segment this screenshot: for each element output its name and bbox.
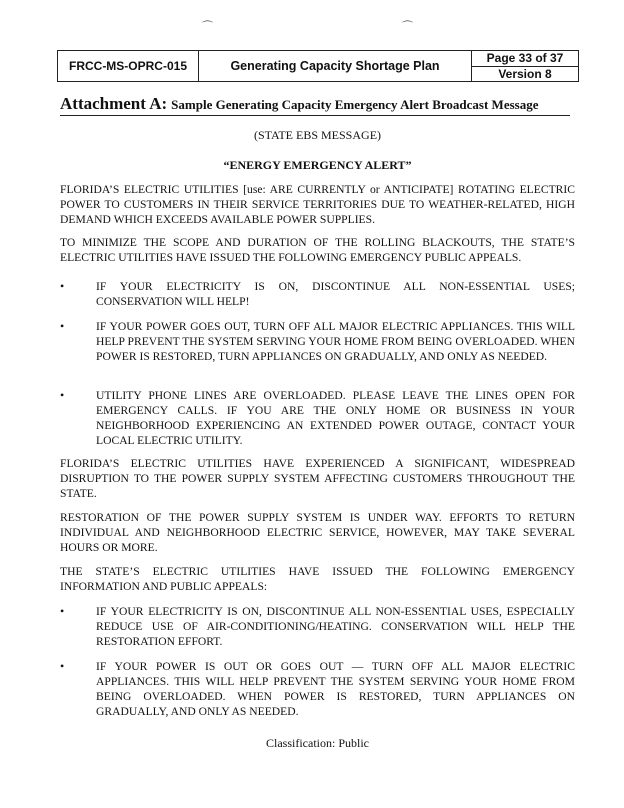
alert-title: “ENERGY EMERGENCY ALERT”: [223, 158, 412, 172]
scan-mark-right: ⌒: [402, 20, 413, 33]
bullet-item-1: IF YOUR ELECTRICITY IS ON, DISCONTINUE ALL NON-ESSENTIAL USES; CONSERVATION WILL HELP!: [96, 280, 575, 308]
paragraph-3: FLORIDA’S ELECTRIC UTILITIES HAVE EXPERIENCED A SIGNIFICANT, WIDESPREAD DISRUPTION TO THE POWER SUPPLY SYSTEM AFFECTING CUSTOMERS THROUGHOUT THE STATE.: [60, 457, 575, 500]
paragraph-1: FLORIDA’S ELECTRIC UTILITIES [use: ARE CURRENTLY or ANTICIPATE] ROTATING ELECTRIC POWER TO CUSTOMERS IN THEIR SERVICE TERRITORIES DUE TO WEATHER-RELATED, HIGH DEMAND WHICH EXCEEDS AVAILABLE POWER SUPPLIES.: [60, 183, 575, 226]
page-version-cell: [472, 51, 578, 81]
attachment-heading: [60, 94, 570, 116]
bullet-item-4: IF YOUR ELECTRICITY IS ON, DISCONTINUE ALL NON-ESSENTIAL USES, ESPECIALLY REDUCE USE OF AIR-CONDITIONING/HEATING. CONSERVATION WILL HELP THE RESTORATION EFFORT.: [96, 605, 575, 648]
paragraph-2: TO MINIMIZE THE SCOPE AND DURATION OF THE ROLLING BLACKOUTS, THE STATE’S ELECTRIC UTILITIES HAVE ISSUED THE FOLLOWING EMERGENCY PUBLIC APPEALS.: [60, 236, 575, 264]
bullet-dot: •: [60, 319, 65, 333]
bullet-dot: •: [60, 659, 65, 673]
bullet-item-5: IF YOUR POWER IS OUT OR GOES OUT — TURN OFF ALL MAJOR ELECTRIC APPLIANCES. THIS WILL HELP PREVENT THE SYSTEM SERVING YOUR HOME FROM BEING OVERLOADED. WHEN POWER IS RESTORED, TURN APPLIANCES ON GRADUALLY, AND ONLY AS NEEDED.: [96, 660, 575, 718]
doc-id: FRCC-MS-OPRC-015: [58, 51, 199, 81]
bullet-item-2: IF YOUR POWER GOES OUT, TURN OFF ALL MAJOR ELECTRIC APPLIANCES. THIS WILL HELP PREVENT THE SYSTEM SERVING YOUR HOME FROM BEING OVERLOADED. WHEN POWER IS RESTORED, TURN APPLIANCES ON GRADUALLY, AND ONLY AS NEEDED.: [96, 320, 575, 363]
doc-title: Generating Capacity Shortage Plan: [199, 51, 472, 81]
classification-footer: Classification: Public: [266, 736, 369, 750]
attachment-label: Attachment A:: [60, 94, 168, 113]
scan-mark-left: ⌒: [202, 20, 213, 33]
page-number: Page 33 of 37: [472, 51, 578, 67]
bullet-dot: •: [60, 604, 65, 618]
state-ebs-label: (STATE EBS MESSAGE): [253, 128, 382, 142]
attachment-subtitle: Sample Generating Capacity Emergency Alert Broadcast Message: [171, 97, 539, 112]
version: Version 8: [498, 66, 552, 81]
paragraph-5: THE STATE’S ELECTRIC UTILITIES HAVE ISSUED THE FOLLOWING EMERGENCY INFORMATION AND PUBLIC APPEALS:: [60, 565, 575, 593]
paragraph-4: RESTORATION OF THE POWER SUPPLY SYSTEM IS UNDER WAY. EFFORTS TO RETURN INDIVIDUAL AND NEIGHBORHOOD ELECTRIC SERVICE, HOWEVER, MAY TAKE SEVERAL HOURS OR MORE.: [60, 511, 575, 554]
bullet-dot: •: [60, 279, 65, 293]
bullet-item-3: UTILITY PHONE LINES ARE OVERLOADED. PLEASE LEAVE THE LINES OPEN FOR EMERGENCY CALLS. IF YOU ARE THE ONLY HOME OR BUSINESS IN YOUR NEIGHBORHOOD EXPERIENCING AN EXTENDED POWER OUTAGE, CONTACT YOUR LOCAL ELECTRIC UTILITY.: [96, 389, 575, 447]
document-header-table: [57, 50, 579, 82]
bullet-dot: •: [60, 388, 65, 402]
